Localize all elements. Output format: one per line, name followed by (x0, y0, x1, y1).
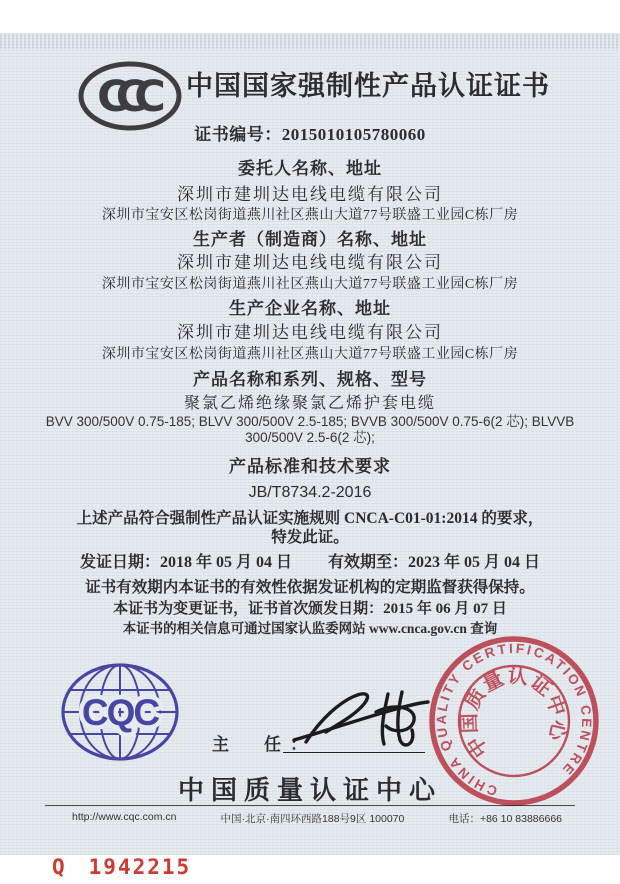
factory-name: 深圳市建圳达电线电缆有限公司 (177, 323, 443, 342)
statement-line1: 上述产品符合强制性产品认证实施规则 CNCA-C01-01:2014 的要求， (76, 510, 544, 527)
product-heading: 产品名称和系列、规格、型号 (193, 370, 427, 389)
serial-prefix: Q (52, 855, 67, 879)
date-row (0, 553, 620, 573)
applicant-heading: 委托人名称、地址 (238, 159, 382, 178)
certificate-title: 中国国家强制性产品认证证书 (186, 71, 550, 101)
product-name: 聚氯乙烯绝缘聚氯乙烯护套电缆 (183, 395, 436, 412)
cqc-official-stamp (426, 633, 602, 809)
footer-phone: 电话：+86 10 83886666 (448, 813, 562, 825)
manufacturer-address: 深圳市宝安区松岗街道燕川社区燕山大道77号联盛工业园C栋厂房 (101, 277, 519, 292)
standard-heading: 产品标准和技术要求 (229, 457, 391, 476)
ccc-logo-text: CCC (97, 72, 153, 122)
paper-edge-texture (0, 33, 620, 49)
product-spec-line1: BVV 300/500V 0.75-185; BLVV 300/500V 2.5-185; BVVB 300/500V 0.75-6(2 芯); BLVVB (45, 414, 575, 429)
applicant-address: 深圳市宝安区松岗街道燕川社区燕山大道77号联盛工业园C栋厂房 (101, 208, 519, 223)
statement-line2: 特发此证。 (271, 529, 349, 546)
cqc-logo-icon (58, 660, 182, 764)
product-spec-line2: 300/500V 2.5-6(2 芯); (245, 430, 375, 445)
validity-note: 证书有效期内本证书的有效性依据发证机构的定期监督获得保持。 (85, 579, 535, 596)
print-serial (52, 855, 191, 879)
footer-website: http://www.cqc.com.cn (72, 811, 177, 823)
stamp-ring-text: CHINA QUALITY CERTIFICATION CENTRE (433, 640, 595, 799)
manufacturer-heading: 生产者（制造商）名称、地址 (193, 230, 427, 249)
cqc-logo-text: CQC (81, 692, 159, 733)
svg-text:中国质量认证中心 (458, 664, 572, 762)
expiry-date: 有效期至：2023 年 05 月 04 日 (328, 554, 541, 571)
manufacturer-name: 深圳市建圳达电线电缆有限公司 (177, 253, 443, 272)
director-signature (288, 682, 433, 754)
serial-number: 1942215 (88, 855, 192, 879)
factory-heading: 生产企业名称、地址 (229, 299, 391, 318)
issue-date: 发证日期：2018 年 05 月 04 日 (79, 554, 292, 571)
footer (0, 811, 620, 826)
applicant-name: 深圳市建圳达电线电缆有限公司 (177, 185, 443, 204)
issuing-org-name: 中国质量认证中心 (177, 775, 442, 805)
change-note: 本证书为变更证书，证书首次颁发日期：2015 年 06 月 07 日 (113, 601, 507, 617)
standard-value: JB/T8734.2-2016 (248, 484, 372, 501)
director-label: 主 任： (212, 735, 316, 754)
info-note: 本证书的相关信息可通过国家认监委网站 www.cnca.gov.cn 查询 (122, 621, 498, 636)
stamp-inner-text: 中国质量认证中心 (458, 665, 571, 761)
footer-address: 中国·北京·南四环西路188号9区 100070 (220, 813, 405, 825)
factory-address: 深圳市宝安区松岗街道燕川社区燕山大道77号联盛工业园C栋厂房 (101, 347, 519, 362)
certificate-number: 证书编号：2015010105780060 (194, 125, 426, 144)
